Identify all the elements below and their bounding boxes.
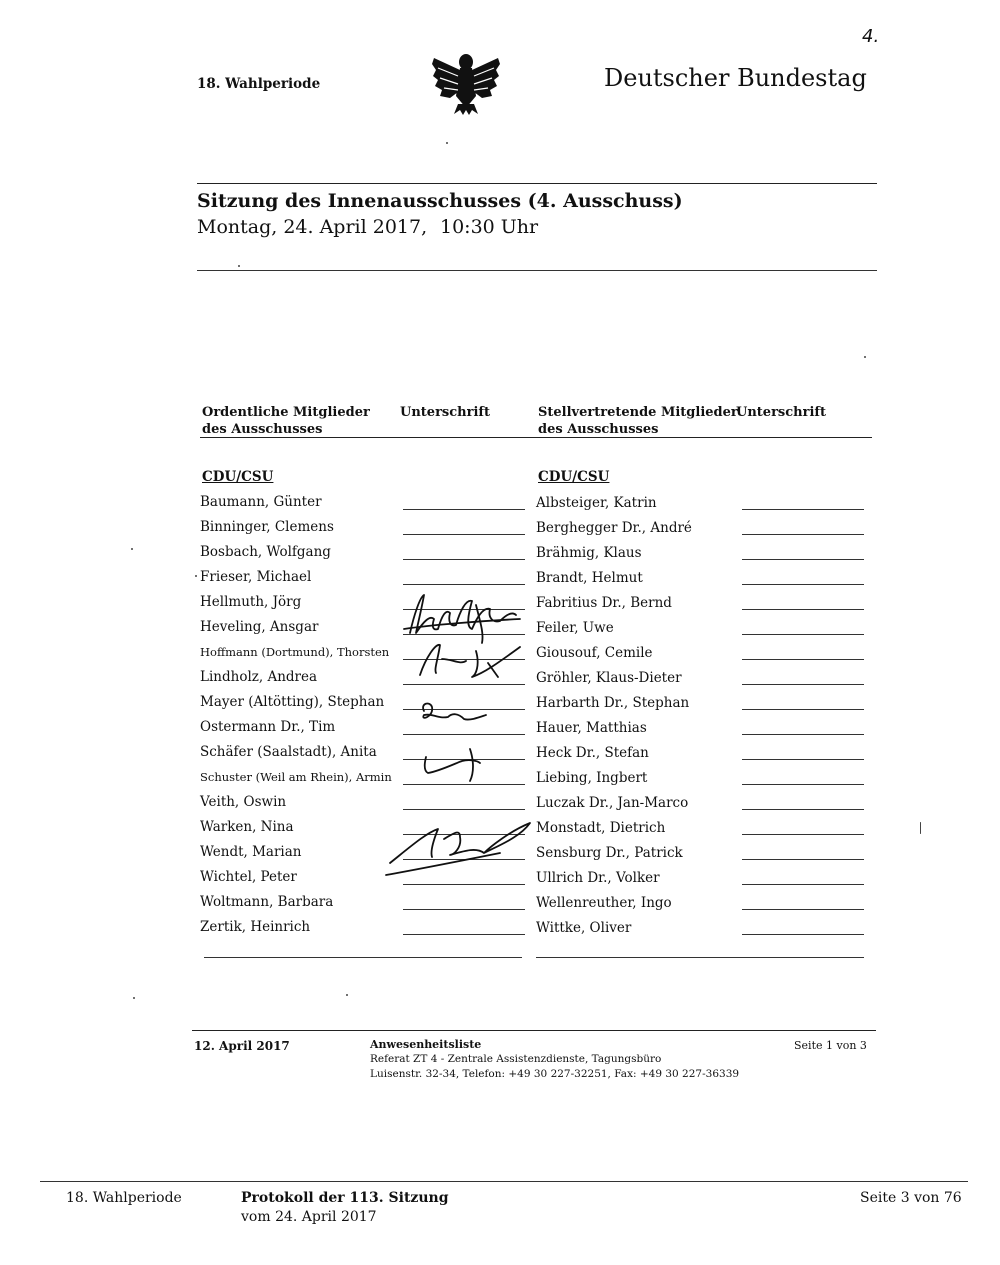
regular-party-heading: CDU/CSU bbox=[202, 469, 274, 485]
scan-speck bbox=[133, 997, 135, 999]
list-item: Baumann, Günter bbox=[200, 494, 322, 510]
organization-name: Deutscher Bundestag bbox=[604, 64, 867, 92]
signature-line bbox=[742, 784, 864, 785]
handwritten-note: 4. bbox=[862, 26, 880, 47]
footer-page-number: Seite 3 von 76 bbox=[860, 1190, 962, 1206]
signature-line bbox=[742, 509, 864, 510]
scan-speck bbox=[131, 548, 133, 550]
list-item: Fabritius Dr., Bernd bbox=[536, 595, 672, 611]
signature-heading-1: Unterschrift bbox=[400, 405, 490, 420]
signature-line bbox=[742, 909, 864, 910]
list-item: Ullrich Dr., Volker bbox=[536, 870, 660, 886]
period-label: 18. Wahlperiode bbox=[197, 76, 321, 92]
list-item: Zertik, Heinrich bbox=[200, 919, 311, 935]
signature-line bbox=[403, 934, 525, 935]
list-item: Brandt, Helmut bbox=[536, 570, 643, 586]
list-item: Wendt, Marian bbox=[200, 844, 302, 860]
footer-period: 18. Wahlperiode bbox=[66, 1190, 182, 1206]
list-item: Wittke, Oliver bbox=[536, 920, 632, 936]
footer-date: vom 24. April 2017 bbox=[241, 1209, 377, 1225]
list-item: Lindholz, Andrea bbox=[200, 669, 318, 685]
list-item: Warken, Nina bbox=[200, 819, 294, 835]
eagle-logo-icon bbox=[430, 48, 502, 116]
list-item: Heveling, Ansgar bbox=[200, 619, 319, 635]
scan-speck bbox=[346, 994, 348, 996]
signature-line bbox=[742, 809, 864, 810]
deputy-members-heading: Stellvertretende Mitglieder des Ausschusses bbox=[538, 405, 738, 437]
scan-speck bbox=[920, 822, 921, 834]
title-rule-bottom bbox=[197, 270, 877, 271]
deputy-party-heading: CDU/CSU bbox=[538, 469, 610, 485]
list-item: Albsteiger, Katrin bbox=[536, 495, 657, 511]
footer-protocol: Protokoll der 113. Sitzung bbox=[241, 1190, 449, 1206]
list-item: Luczak Dr., Jan-Marco bbox=[536, 795, 689, 811]
list-item: Giousouf, Cemile bbox=[536, 645, 653, 661]
list-item: Mayer (Altötting), Stephan bbox=[200, 694, 385, 710]
list-end-rule-left bbox=[204, 957, 522, 958]
list-item: Liebing, Ingbert bbox=[536, 770, 648, 786]
signature-line bbox=[742, 684, 864, 685]
list-item: Schuster (Weil am Rhein), Armin bbox=[200, 770, 392, 784]
signature-line bbox=[403, 909, 525, 910]
signature-line bbox=[742, 609, 864, 610]
scan-speck bbox=[864, 356, 866, 358]
signature-schuster bbox=[425, 749, 480, 781]
inner-footer-title: Anwesenheitsliste bbox=[370, 1038, 482, 1051]
session-date: Montag, 24. April 2017, bbox=[197, 216, 428, 238]
signature-heveling bbox=[410, 595, 516, 633]
inner-footer-date: 12. April 2017 bbox=[194, 1039, 290, 1053]
list-item: Wichtel, Peter bbox=[200, 869, 297, 885]
signature-line bbox=[742, 859, 864, 860]
signatures-drawing bbox=[380, 585, 550, 885]
list-item: Harbarth Dr., Stephan bbox=[536, 695, 690, 711]
signature-line bbox=[403, 559, 525, 560]
list-item: Woltmann, Barbara bbox=[200, 894, 334, 910]
signature-line bbox=[403, 534, 525, 535]
list-item: Monstadt, Dietrich bbox=[536, 820, 666, 836]
list-item: Frieser, Michael bbox=[200, 569, 312, 585]
session-time: 10:30 Uhr bbox=[440, 216, 539, 238]
list-item: Wellenreuther, Ingo bbox=[536, 895, 672, 911]
signature-heading-2: Unterschrift bbox=[736, 405, 826, 420]
signature-line bbox=[403, 509, 525, 510]
list-item: Heck Dr., Stefan bbox=[536, 745, 649, 761]
inner-footer-line2: Luisenstr. 32-34, Telefon: +49 30 227-32251, Fax: +49 30 227-36339 bbox=[370, 1068, 740, 1080]
scan-speck bbox=[195, 575, 197, 577]
header-rule bbox=[200, 437, 872, 438]
signature-line bbox=[742, 709, 864, 710]
scan-speck bbox=[238, 265, 240, 267]
signature-wendt bbox=[390, 823, 530, 863]
list-item: Brähmig, Klaus bbox=[536, 545, 642, 561]
list-item: Gröhler, Klaus-Dieter bbox=[536, 670, 682, 686]
list-item: Ostermann Dr., Tim bbox=[200, 719, 336, 735]
signature-line bbox=[742, 834, 864, 835]
signature-line bbox=[742, 884, 864, 885]
session-title: Sitzung des Innenausschusses (4. Ausschuss) bbox=[197, 190, 683, 212]
signature-line bbox=[742, 659, 864, 660]
list-item: Hellmuth, Jörg bbox=[200, 594, 302, 610]
list-item: Veith, Oswin bbox=[200, 794, 287, 810]
signature-line bbox=[742, 734, 864, 735]
inner-footer-rule bbox=[192, 1030, 876, 1031]
list-item: Sensburg Dr., Patrick bbox=[536, 845, 683, 861]
signature-line bbox=[742, 584, 864, 585]
list-item: Hoffmann (Dortmund), Thorsten bbox=[200, 645, 390, 659]
signature-line bbox=[742, 634, 864, 635]
list-item: Berghegger Dr., André bbox=[536, 520, 692, 536]
list-item: Schäfer (Saalstadt), Anita bbox=[200, 744, 377, 760]
signature-line bbox=[742, 559, 864, 560]
regular-members-heading: Ordentliche Mitglieder des Ausschusses bbox=[202, 405, 370, 437]
list-item: Feiler, Uwe bbox=[536, 620, 614, 636]
page-footer-rule bbox=[40, 1181, 968, 1182]
signature-line bbox=[742, 934, 864, 935]
signature-ostermann bbox=[423, 704, 486, 720]
title-rule-top bbox=[197, 183, 877, 184]
list-item: Binninger, Clemens bbox=[200, 519, 334, 535]
signature-line bbox=[742, 759, 864, 760]
list-end-rule-right bbox=[536, 957, 864, 958]
signature-line bbox=[742, 534, 864, 535]
inner-footer-line1: Referat ZT 4 - Zentrale Assistenzdienste, Tagungsbüro bbox=[370, 1053, 662, 1065]
list-item: Hauer, Matthias bbox=[536, 720, 647, 736]
list-item: Bosbach, Wolfgang bbox=[200, 544, 331, 560]
scan-speck bbox=[446, 142, 448, 144]
signature-hoffmann bbox=[420, 645, 520, 677]
inner-footer-page: Seite 1 von 3 bbox=[794, 1039, 867, 1052]
